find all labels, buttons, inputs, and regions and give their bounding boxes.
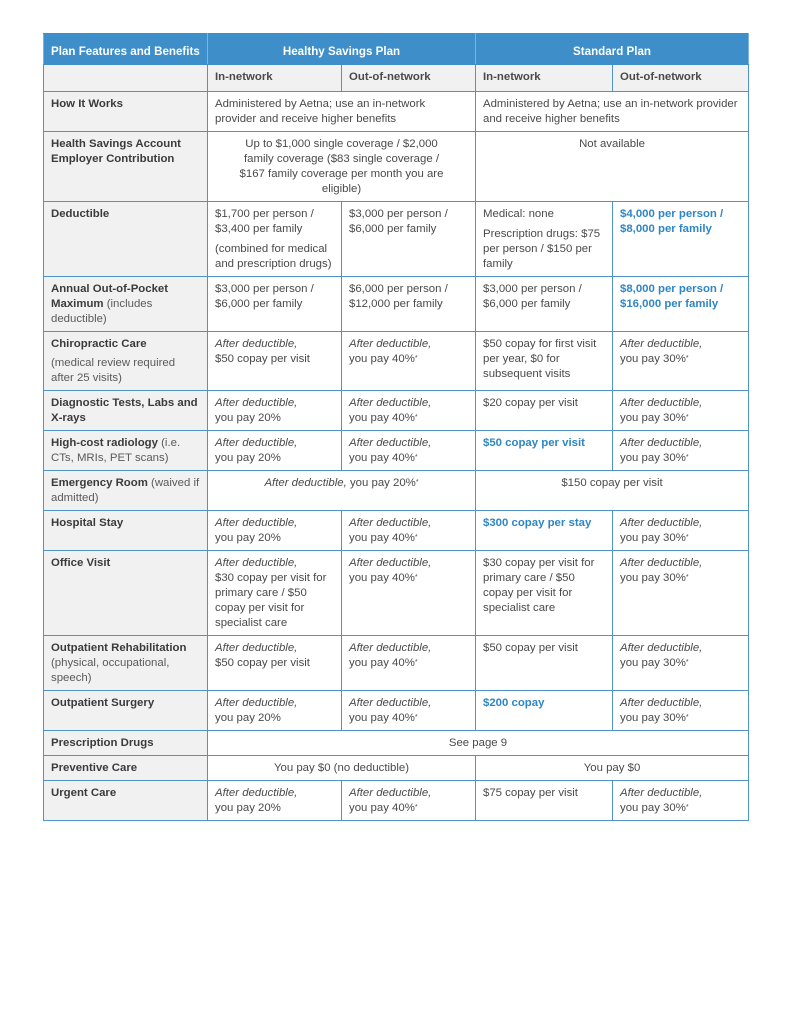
plan-comparison-table [43, 33, 749, 821]
hsp-out-value: After deductible, you pay 40%* [342, 391, 476, 431]
feature-label: Emergency Room (waived if admitted) [44, 471, 208, 511]
std-out-value: $4,000 per person / $8,000 per family [613, 202, 749, 277]
header-healthy-savings-plan: Healthy Savings Plan [208, 34, 476, 65]
hsp-in-value: After deductible, you pay 20% [208, 391, 342, 431]
table-row [44, 756, 749, 781]
table-row [44, 636, 749, 691]
std-value: Administered by Aetna; use an in-network provider and receive higher benefits [476, 92, 749, 132]
hsp-out-value: After deductible, you pay 40%* [342, 332, 476, 391]
hsp-in-value: After deductible, you pay 20% [208, 691, 342, 731]
hsp-in-value: After deductible, you pay 20% [208, 431, 342, 471]
table-row [44, 431, 749, 471]
feature-label: Preventive Care [44, 756, 208, 781]
feature-label: Diagnostic Tests, Labs and X-rays [44, 391, 208, 431]
feature-label: Prescription Drugs [44, 731, 208, 756]
feature-label: Outpatient Surgery [44, 691, 208, 731]
table-row [44, 132, 749, 202]
hsp-out-value: After deductible, you pay 40%* [342, 551, 476, 636]
std-out-value: After deductible, you pay 30%* [613, 391, 749, 431]
hsp-value: After deductible, you pay 20%* [208, 471, 476, 511]
hsp-out-value: $3,000 per person / $6,000 per family [342, 202, 476, 277]
hsp-out-value: After deductible, you pay 40%* [342, 431, 476, 471]
std-in-value: $30 copay per visit for primary care / $50 copay per visit for specialist care [476, 551, 613, 636]
hsp-in-value: $3,000 per person / $6,000 per family [208, 277, 342, 332]
std-out-value: After deductible, you pay 30%* [613, 636, 749, 691]
feature-label: Deductible [44, 202, 208, 277]
std-in-value: $200 copay [476, 691, 613, 731]
hsp-value: Up to $1,000 single coverage / $2,000 family coverage ($83 single coverage / $167 family coverage per month you are eligible) [208, 132, 476, 202]
hsp-in-value: After deductible, you pay 20% [208, 781, 342, 821]
subheader-hsp-out-network: Out-of-network [342, 65, 476, 92]
std-in-value: $50 copay per visit [476, 636, 613, 691]
std-out-value: After deductible, you pay 30%* [613, 551, 749, 636]
feature-label: Health Savings Account Employer Contribution [44, 132, 208, 202]
table-row [44, 731, 749, 756]
table-row [44, 781, 749, 821]
std-in-value: Medical: none Prescription drugs: $75 per person / $150 per family [476, 202, 613, 277]
std-in-value: $50 copay per visit [476, 431, 613, 471]
std-out-value: After deductible, you pay 30%* [613, 781, 749, 821]
hsp-in-value: After deductible, $50 copay per visit [208, 332, 342, 391]
feature-label: Urgent Care [44, 781, 208, 821]
subheader-std-out-network: Out-of-network [613, 65, 749, 92]
hsp-in-value: After deductible, $50 copay per visit [208, 636, 342, 691]
hsp-value: Administered by Aetna; use an in-network provider and receive higher benefits [208, 92, 476, 132]
subheader-std-in-network: In-network [476, 65, 613, 92]
table-row [44, 332, 749, 391]
std-value: You pay $0 [476, 756, 749, 781]
subheader-blank [44, 65, 208, 92]
table-row [44, 92, 749, 132]
rx-value: See page 9 [208, 731, 749, 756]
feature-label: Chiropractic Care (medical review required after 25 visits) [44, 332, 208, 391]
table-row [44, 277, 749, 332]
std-out-value: After deductible, you pay 30%* [613, 511, 749, 551]
hsp-out-value: After deductible, you pay 40%* [342, 691, 476, 731]
feature-label: Office Visit [44, 551, 208, 636]
feature-label: High-cost radiology (i.e. CTs, MRIs, PET scans) [44, 431, 208, 471]
std-out-value: After deductible, you pay 30%* [613, 431, 749, 471]
feature-label: Annual Out-of-Pocket Maximum (includes deductible) [44, 277, 208, 332]
hsp-value: You pay $0 (no deductible) [208, 756, 476, 781]
header-standard-plan: Standard Plan [476, 34, 749, 65]
table-row [44, 691, 749, 731]
std-value: Not available [476, 132, 749, 202]
std-in-value: $50 copay for first visit per year, $0 for subsequent visits [476, 332, 613, 391]
hsp-in-value: After deductible, you pay 20% [208, 511, 342, 551]
table-header-row [44, 34, 749, 65]
std-out-value: $8,000 per person / $16,000 per family [613, 277, 749, 332]
network-subheader-row [44, 65, 749, 92]
std-in-value: $75 copay per visit [476, 781, 613, 821]
std-in-value: $300 copay per stay [476, 511, 613, 551]
std-in-value: $20 copay per visit [476, 391, 613, 431]
table-row [44, 471, 749, 511]
subheader-hsp-in-network: In-network [208, 65, 342, 92]
hsp-out-value: After deductible, you pay 40%* [342, 511, 476, 551]
hsp-in-value: After deductible, $30 copay per visit for primary care / $50 copay per visit for specialist care [208, 551, 342, 636]
feature-label: Outpatient Rehabilitation (physical, occupational, speech) [44, 636, 208, 691]
std-out-value: After deductible, you pay 30%* [613, 691, 749, 731]
hsp-out-value: After deductible, you pay 40%* [342, 636, 476, 691]
feature-label: Hospital Stay [44, 511, 208, 551]
std-in-value: $3,000 per person / $6,000 per family [476, 277, 613, 332]
hsp-out-value: $6,000 per person / $12,000 per family [342, 277, 476, 332]
table-row [44, 202, 749, 277]
table-row [44, 511, 749, 551]
feature-label: How It Works [44, 92, 208, 132]
table-row [44, 391, 749, 431]
hsp-out-value: After deductible, you pay 40%* [342, 781, 476, 821]
table-row [44, 551, 749, 636]
hsp-in-value: $1,700 per person / $3,400 per family (combined for medical and prescription drugs) [208, 202, 342, 277]
std-value: $150 copay per visit [476, 471, 749, 511]
std-out-value: After deductible, you pay 30%* [613, 332, 749, 391]
header-features: Plan Features and Benefits [44, 34, 208, 65]
